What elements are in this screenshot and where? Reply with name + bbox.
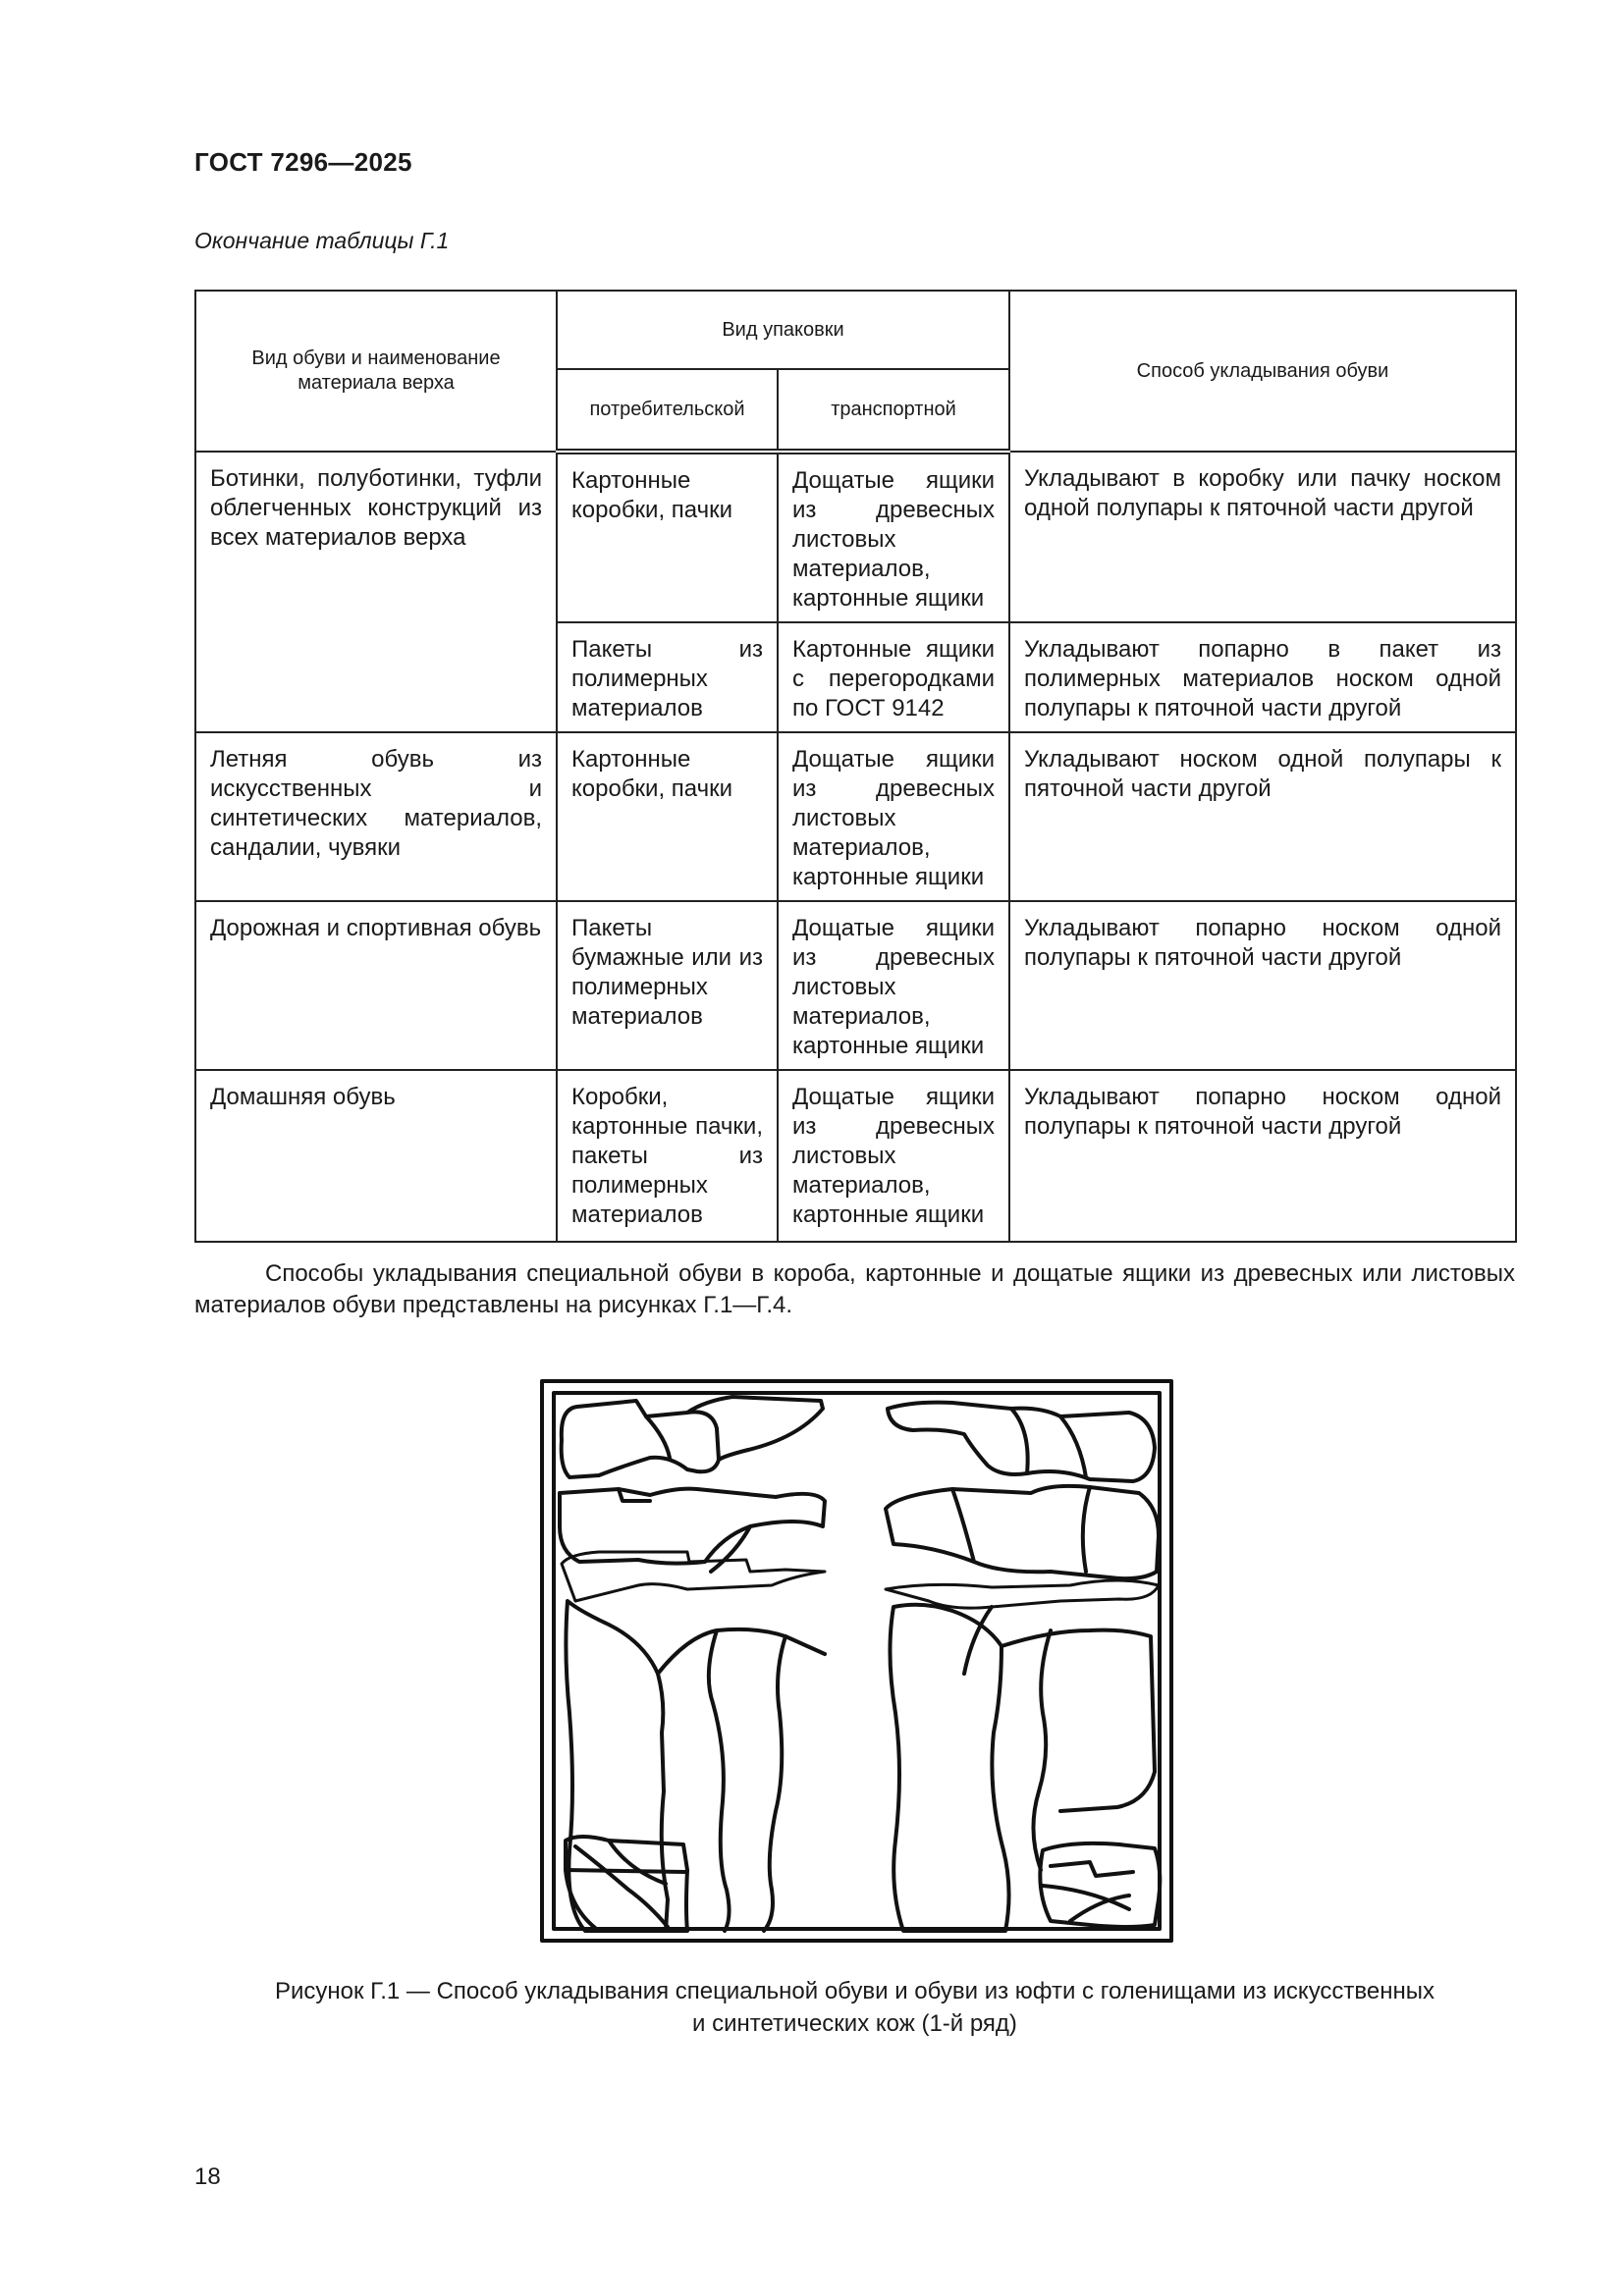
cell-consumer (557, 732, 778, 901)
cell-text: Дорожная и спортивная обувь (210, 915, 542, 941)
cell-consumer (557, 1070, 778, 1242)
cell-method (1009, 901, 1516, 1070)
cell-text: Дощатые ящики из древесных листовых материалов, картонные ящики (792, 915, 995, 1059)
cell-shoe (195, 732, 557, 901)
cell-consumer (557, 901, 778, 1070)
cell-text: Коробки, картонные пачки, пакеты из полимерных материалов (571, 1084, 763, 1228)
cell-text: Картонные коробки, пачки (571, 746, 733, 802)
page-number: 18 (194, 2163, 221, 2190)
table-row (195, 1070, 1516, 1242)
cell-text: Ботинки, полуботинки, туфли облегченных конструкций из всех материалов верха (210, 465, 542, 551)
cell-consumer (557, 452, 778, 622)
figure-caption (194, 1975, 1515, 2040)
body-paragraph: Способы укладывания специальной обуви в короба, картонные и дощатые ящики из древесных или листовых материалов обуви представлены на рисунках Г.1—Г.4. (194, 1260, 1515, 1318)
cell-transport (778, 1070, 1009, 1242)
cell-text: Картонные ящики с перегородками по ГОСТ 9142 (792, 636, 995, 721)
cell-transport (778, 622, 1009, 732)
cell-text: Дощатые ящики из древесных листовых материалов, картонные ящики (792, 746, 995, 890)
cell-text: Укладывают в коробку или пачку носком одной полупары к пяточной части другой (1024, 465, 1501, 521)
table-row (195, 732, 1516, 901)
header-method: Способ укладывания обуви (1009, 291, 1516, 452)
cell-text: Укладывают попарно носком одной полупары к пяточной части другой (1024, 1084, 1501, 1140)
packaging-table (194, 290, 1517, 1243)
figure-g1-drawing (540, 1379, 1173, 1943)
cell-transport (778, 901, 1009, 1070)
cell-text: Картонные коробки, пачки (571, 467, 733, 523)
header-shoe-type: Вид обуви и наименование материала верха (195, 291, 557, 452)
cell-method (1009, 622, 1516, 732)
header-transport: транспортной (778, 369, 1009, 452)
cell-text: Укладывают попарно носком одной полупары к пяточной части другой (1024, 915, 1501, 971)
cell-text: Пакеты из полимерных материалов (571, 636, 763, 721)
table-row (195, 901, 1516, 1070)
cell-text: Укладывают носком одной полупары к пяточной части другой (1024, 746, 1501, 802)
cell-text: Укладывают попарно в пакет из полимерных материалов носком одной полупары к пяточной части другой (1024, 636, 1501, 721)
cell-text: Домашняя обувь (210, 1084, 396, 1110)
cell-shoe (195, 901, 557, 1070)
boots-in-box-illustration (540, 1379, 1173, 1943)
table-row (195, 452, 1516, 622)
cell-shoe (195, 452, 557, 732)
cell-shoe (195, 1070, 557, 1242)
cell-method (1009, 452, 1516, 622)
header-packaging: Вид упаковки (557, 291, 1009, 369)
figure-caption-line: и синтетических кож (1-й ряд) (692, 2010, 1017, 2037)
document-code: ГОСТ 7296—2025 (194, 147, 412, 177)
table-caption: Окончание таблицы Г.1 (194, 228, 450, 253)
cell-text: Летняя обувь из искусственных и синтетических материалов, сандалии, чувяки (210, 746, 542, 861)
cell-transport (778, 732, 1009, 901)
cell-transport (778, 452, 1009, 622)
cell-text: Дощатые ящики из древесных листовых материалов, картонные ящики (792, 1084, 995, 1228)
cell-consumer (557, 622, 778, 732)
cell-text: Пакеты бумажные или из полимерных материалов (571, 915, 763, 1030)
cell-text: Дощатые ящики из древесных листовых материалов, картонные ящики (792, 467, 995, 612)
cell-method (1009, 732, 1516, 901)
figure-caption-line: Рисунок Г.1 — Способ укладывания специальной обуви и обуви из юфти с голенищами из искусственных (274, 1978, 1435, 2004)
cell-method (1009, 1070, 1516, 1242)
header-consumer: потребительской (557, 369, 778, 452)
